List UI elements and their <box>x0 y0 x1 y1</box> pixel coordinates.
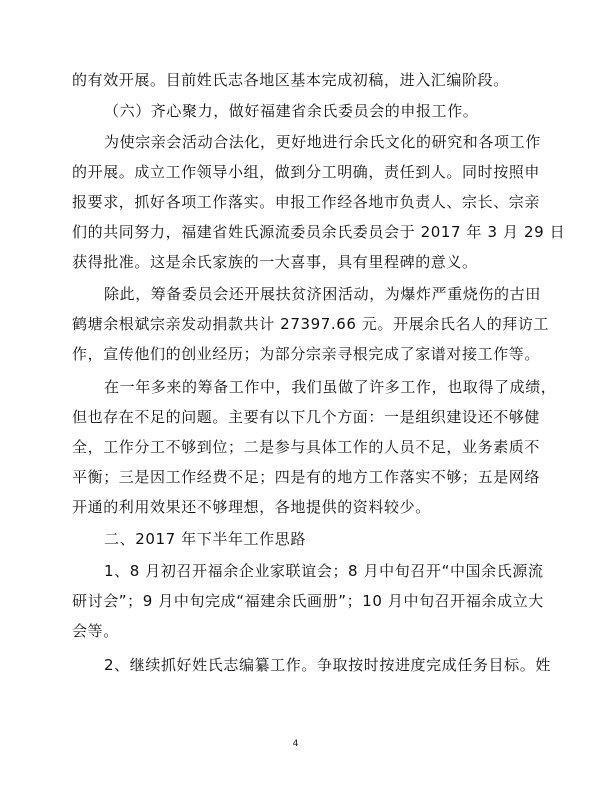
text-line: 平衡；三是因工作经费不足；四是有的地方工作落实不够；五是网络 <box>72 468 541 486</box>
page-number: 4 <box>292 739 299 749</box>
text-line: 获得批准。这是余氏家族的一大喜事，具有里程碑的意义。 <box>72 253 478 271</box>
section-heading: （六）齐心聚力，做好福建省余氏委员会的申报工作。 <box>104 102 479 120</box>
text-line: 作，宣传他们的创业经历；为部分宗亲寻根完成了家谱对接工作等。 <box>72 345 541 363</box>
text-line: 研讨会”；9 月中旬完成“福建余氏画册”；10 月中旬召开福余成立大 <box>72 592 544 610</box>
text-line: 鹤塘余根斌宗亲发动捐款共计 27397.66 元。开展余氏名人的拜访工 <box>72 315 550 333</box>
text-line: 为使宗亲会活动合法化，更好地进行余氏文化的研究和各项工作 <box>104 133 541 151</box>
text-line: 全，工作分工不够到位；二是参与具体工作的人员不足，业务素质不 <box>72 438 541 456</box>
text-line: 们的共同努力，福建省姓氏源流委员余氏委员会于 2017 年 3 月 29 日 <box>72 223 566 241</box>
text-line: 2、继续抓好姓氏志编纂工作。争取按时按进度完成任务目标。姓 <box>104 656 551 674</box>
text-line: 除此，筹备委员会还开展扶贫济困活动，为爆炸严重烧伤的古田 <box>104 285 541 303</box>
text-line: 会等。 <box>72 622 119 640</box>
text-line: 但也存在不足的问题。主要有以下几个方面：一是组织建设还不够健 <box>72 408 541 426</box>
text-line: 的有效开展。目前姓氏志各地区基本完成初稿，进入汇编阶段。 <box>72 71 509 89</box>
text-line: 开通的利用效果还不够理想，各地提供的资料较少。 <box>72 498 431 516</box>
text-line: 报要求，抓好各项工作落实。申报工作经各地市负责人、宗长、宗亲 <box>72 193 541 211</box>
section-heading: 二、2017 年下半年工作思路 <box>104 530 306 548</box>
text-line: 1、8 月初召开福余企业家联谊会；8 月中旬召开“中国余氏源流 <box>104 562 544 580</box>
text-line: 在一年多来的筹备工作中，我们虽做了许多工作，也取得了成绩， <box>104 378 557 396</box>
text-line: 的开展。成立工作领导小组，做到分工明确，责任到人。同时按照申 <box>72 163 541 181</box>
